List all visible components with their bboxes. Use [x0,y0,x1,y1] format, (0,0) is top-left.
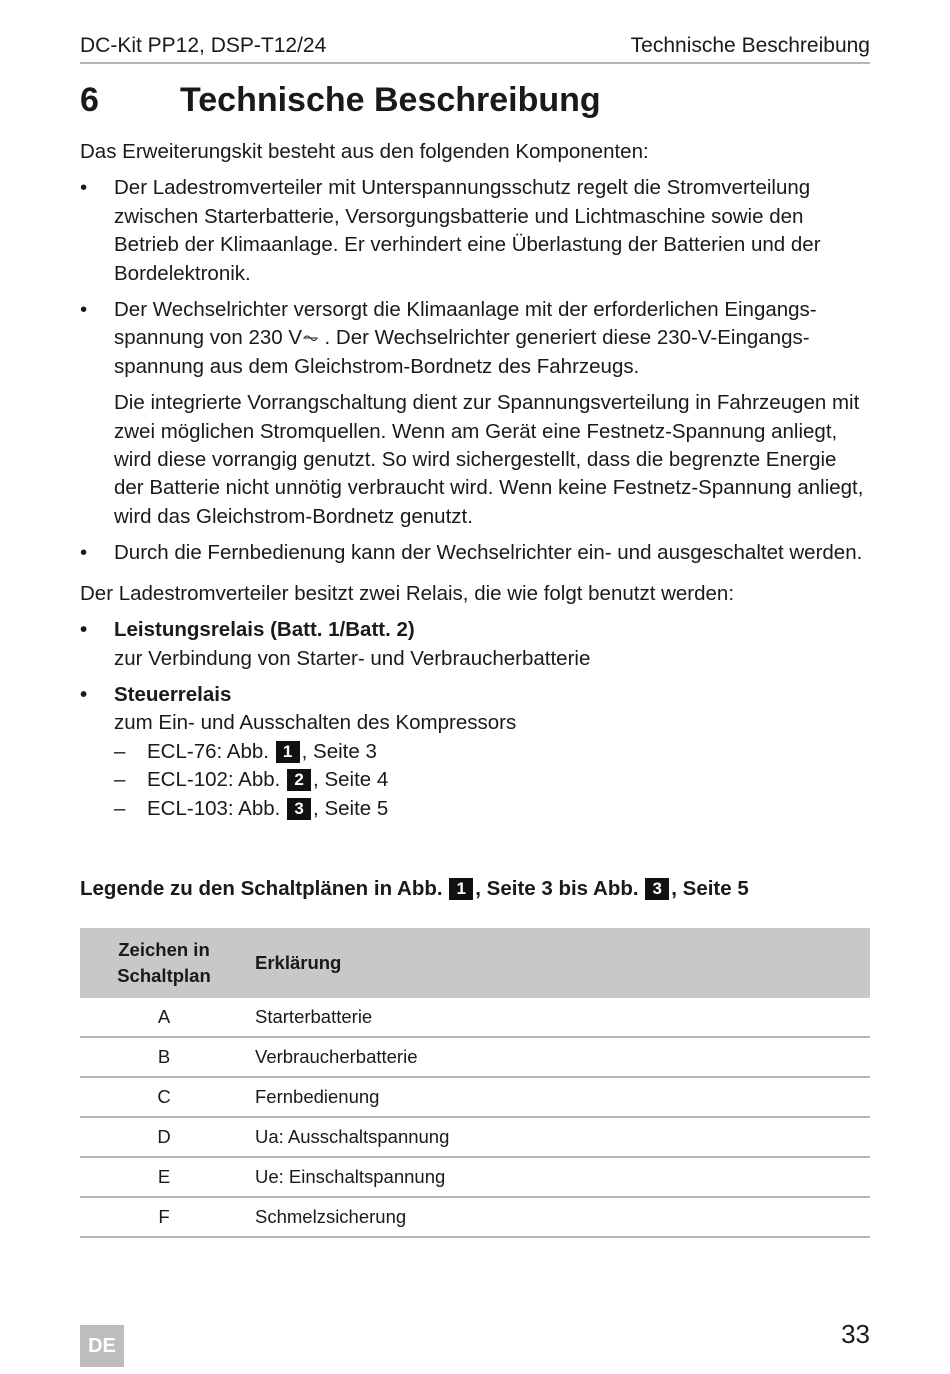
table-row [80,1077,870,1117]
legend-text: Legende zu den Schaltplänen in Abb. [80,877,443,900]
explanation-cell: Schmelzsicherung [248,1197,870,1237]
chapter-heading [80,78,870,122]
bullet-marker: • [80,682,88,706]
page-number: 33 [841,1319,870,1349]
relay-description: zum Ein- und Ausschalten des Kompressors [114,711,517,735]
figure-number-badge: 2 [287,769,311,791]
list-item [80,539,870,567]
figure-reference [114,738,870,766]
relay-title: Steuerrelais [114,682,232,706]
components-list [80,174,870,567]
figure-number-badge: 1 [276,741,300,763]
figure-ref-page: , Seite 4 [313,768,389,792]
bullet-text: Der Ladestromverteiler mit Unterspannungsschutz regelt die Stromverteilung zwischen Starterbatterie, Versorgungsbatterie und Lichtmaschine sowie den Betrieb der Klimaanlage. Er verhindert eine Überlastung der Batterien und der Bordelektronik. [114,176,821,285]
figure-number-badge: 3 [287,798,311,820]
column-header-explanation: Erklärung [255,952,342,973]
figure-ref-label: ECL-102: Abb. [147,768,281,792]
figure-ref-page: , Seite 3 [301,739,377,763]
table-row [80,1037,870,1077]
bullet-marker: • [80,176,88,200]
explanation-cell: Ua: Ausschaltspannung [248,1117,870,1157]
intro-text: Das Erweiterungskit besteht aus den folgenden Komponenten: [80,140,649,163]
header-section: Technische Beschreibung [630,34,870,57]
relay-title: Leistungsrelais (Batt. 1/Batt. 2) [114,618,415,642]
bullet-marker: • [80,541,88,565]
table-row [80,1197,870,1237]
page-header [80,32,870,64]
explanation-cell: Starterbatterie [248,998,870,1037]
language-tab: DE [80,1325,124,1367]
dash-marker: – [114,768,126,792]
header-product: DC-Kit PP12, DSP-T12/24 [80,34,327,57]
dash-marker: – [114,796,126,820]
relay-intro: Der Ladestromverteiler besitzt zwei Relais, die wie folgt benutzt werden: [80,581,735,605]
list-item [80,681,870,823]
figure-number-badge: 3 [645,878,669,900]
bullet-text: Durch die Fernbedienung kann der Wechselrichter ein- und ausgeschaltet werden. [114,541,863,565]
legend-text: , Seite 3 bis Abb. [475,877,639,900]
chapter-number: 6 [80,81,99,119]
figure-number-badge: 1 [449,878,473,900]
symbol-cell: C [80,1077,248,1117]
legend-table [80,928,870,1238]
figure-reference [114,795,870,823]
main-content [80,138,870,831]
figure-reference-list [114,738,870,823]
list-item [80,174,870,288]
list-item [80,296,870,531]
relay-description: zur Verbindung von Starter- und Verbraucherbatterie [114,646,591,670]
symbol-cell: D [80,1117,248,1157]
symbol-cell: F [80,1197,248,1237]
explanation-cell: Ue: Einschaltspannung [248,1157,870,1197]
explanation-cell: Fernbedienung [248,1077,870,1117]
figure-ref-label: ECL-103: Abb. [147,796,281,820]
symbol-cell: B [80,1037,248,1077]
figure-ref-label: ECL-76: Abb. [147,739,269,763]
bullet-marker: • [80,298,88,322]
bullet-text: Der Wechselrichter versorgt die Klimaanlage mit der erforderlichen Eingangs-spannung von 230 V⏦ . Der Wechselrichter generiert diese 230-V-Eingangs-spannung aus dem Gleichstrom-Bordnetz des Fahrzeugs. [114,298,817,378]
table-row [80,1117,870,1157]
legend-heading [80,874,870,904]
symbol-cell: A [80,998,248,1037]
list-item [80,616,870,673]
table-row [80,998,870,1037]
chapter-title: Technische Beschreibung [180,81,601,119]
column-header-symbol: Zeichen in Schaltplan [117,939,211,986]
symbol-cell: E [80,1157,248,1197]
figure-reference [114,766,870,794]
relay-list [80,616,870,823]
table-row [80,1157,870,1197]
dash-marker: – [114,739,126,763]
legend-text: , Seite 5 [671,877,749,900]
figure-ref-page: , Seite 5 [313,796,389,820]
bullet-marker: • [80,618,88,642]
bullet-paragraph: Die integrierte Vorrangschaltung dient zur Spannungsverteilung in Fahrzeugen mit zwei möglichen Stromquellen. Wenn am Gerät eine Festnetz-Spannung anliegt, wird diese vorrangig genutzt. So wird sichergestellt, dass die begrenzte Energie der Batterie nicht unnötig verbraucht wird. Wenn keine Festnetz-Spannung anliegt, wird das Gleichstrom-Bordnetz genutzt. [114,391,864,528]
table-header-row [80,928,870,998]
explanation-cell: Verbraucherbatterie [248,1037,870,1077]
